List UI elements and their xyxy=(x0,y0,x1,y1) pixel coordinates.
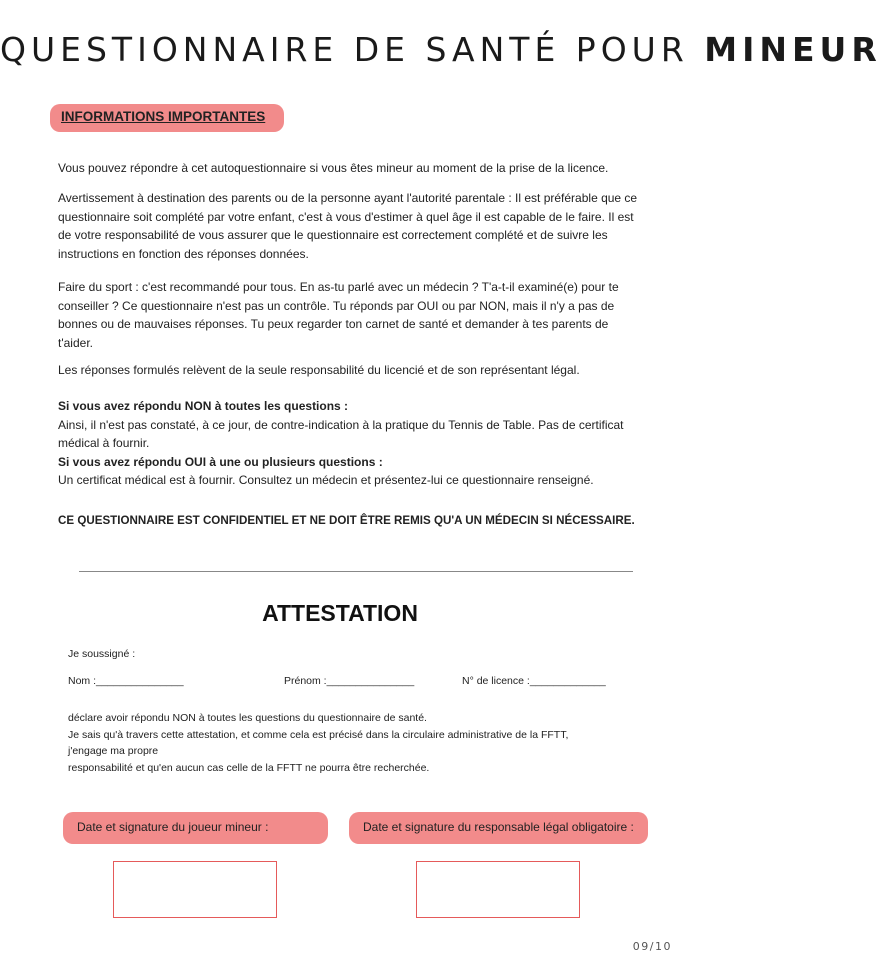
guardian-signature-label: Date et signature du responsable légal obligatoire : xyxy=(363,820,634,834)
answer-yes-text: Un certificat médical est à fournir. Consultez un médecin et présentez-lui ce questionnaire renseigné. xyxy=(58,473,594,487)
guardian-signature-box[interactable] xyxy=(416,861,580,918)
answer-no-text: Ainsi, il n'est pas constaté, à ce jour, de contre-indication à la pratique du Tennis de Table. Pas de certificat médical à fournir. xyxy=(58,417,624,450)
sport-advice-paragraph: Faire du sport : c'est recommandé pour tous. En as-tu parlé avec un médecin ? T'a-t-il examiné(e) pour te conseiller ? Ce questionnaire n'est pas un contrôle. Tu réponds par OUI ou par NON, mais il n'y a pas de bonnes ou de mauvaises réponses. Tu peux regarder ton carnet de santé et demander à tes parents de t'aider. xyxy=(58,280,619,350)
section-divider xyxy=(79,571,633,572)
intro-paragraph: Vous pouvez répondre à cet autoquestionnaire si vous êtes mineur au moment de la prise de la licence. xyxy=(58,161,609,175)
declaration-line: déclare avoir répondu NON à toutes les questions du questionnaire de santé. xyxy=(68,712,427,724)
responsibility-paragraph: Les réponses formulés relèvent de la seule responsabilité du licencié et de son représentant légal. xyxy=(58,363,580,377)
prenom-field[interactable]: Prénom :_______________ xyxy=(284,675,415,687)
declaration-line: Je sais qu'à travers cette attestation, et comme cela est précisé dans la circulaire administrative de la FFTT, xyxy=(68,728,569,741)
player-signature-box[interactable] xyxy=(113,861,277,918)
declaration-line: responsabilité et qu'en aucun cas celle de la FFTT ne pourra être recherchée. xyxy=(68,761,430,774)
page-title: QUESTIONNAIRE DE SANTÉ POUR MINEUR xyxy=(0,30,882,69)
answer-no-block xyxy=(58,397,638,490)
attestation-declaration xyxy=(68,710,668,776)
info-section-badge xyxy=(50,104,284,132)
page-number: 09/10 xyxy=(632,940,672,953)
licence-number-field[interactable]: N° de licence :_____________ xyxy=(462,675,606,687)
soussigne-label: Je soussigné : xyxy=(68,648,136,660)
parent-warning-paragraph: Avertissement à destination des parents ou de la personne ayant l'autorité parentale : Il est préférable que ce questionnaire soit complété par votre enfant, c'est à vous d'estimer à quel âge il est capable de le faire. Il est de votre responsabilité de vous assurer que le questionnaire est correctement complété et de suivre les instructions en fonction des réponses données. xyxy=(58,191,638,261)
player-signature-label-badge xyxy=(63,812,328,844)
declaration-line: j'engage ma propre xyxy=(68,745,159,757)
answer-yes-heading: Si vous avez répondu OUI à une ou plusieurs questions : xyxy=(58,454,383,469)
answer-no-heading: Si vous avez répondu NON à toutes les questions : xyxy=(58,399,349,413)
player-signature-label: Date et signature du joueur mineur : xyxy=(77,820,269,834)
attestation-title: ATTESTATION xyxy=(262,600,418,626)
nom-field[interactable]: Nom :_______________ xyxy=(68,675,184,687)
confidential-notice: CE QUESTIONNAIRE EST CONFIDENTIEL ET NE DOIT ÊTRE REMIS QU'A UN MÉDECIN SI NÉCESSAIRE. xyxy=(58,514,635,527)
info-section-label: INFORMATIONS IMPORTANTES xyxy=(61,109,266,124)
guardian-signature-label-badge xyxy=(349,812,648,844)
